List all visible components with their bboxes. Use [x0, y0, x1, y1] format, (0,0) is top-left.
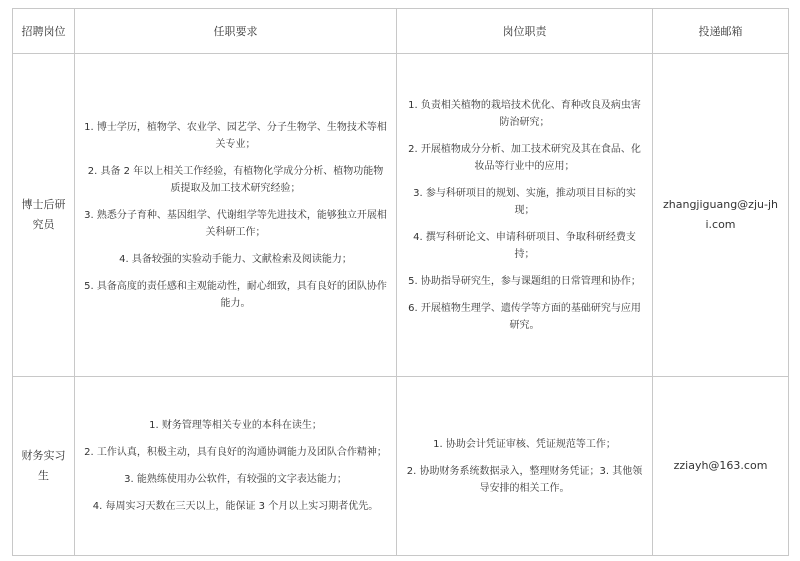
requirement-item: 1. 财务管理等相关专业的本科在读生；	[149, 420, 322, 431]
requirements-cell	[75, 54, 397, 377]
job-table	[12, 8, 789, 556]
duties-list	[405, 436, 644, 497]
header-duties: 岗位职责	[397, 9, 653, 54]
duties-cell	[397, 377, 653, 556]
duty-item: 6. 开展植物生理学、遗传学等方面的基础研究与应用研究。	[408, 302, 641, 331]
email-cell: zziayh@163.com	[653, 377, 789, 556]
requirements-list	[83, 417, 388, 515]
duty-item: 1. 负责相关植物的栽培技术优化、育种改良及病虫害防治研究；	[408, 99, 641, 128]
position-cell: 博士后研究员	[13, 54, 75, 377]
header-position: 招聘岗位	[13, 9, 75, 54]
duty-item: 2. 协助财务系统数据录入，整理财务凭证；3. 其他领导安排的相关工作。	[406, 465, 643, 494]
requirement-item: 3. 熟悉分子育种、基因组学、代谢组学等先进技术，能够独立开展相关科研工作；	[84, 209, 387, 238]
duties-list	[405, 97, 644, 334]
requirement-item: 4. 每周实习天数在三天以上，能保证 3 个月以上实习期者优先。	[92, 501, 379, 512]
duty-item: 3. 参与科研项目的规划、实施，推动项目目标的实现；	[413, 187, 636, 216]
duty-item: 4. 撰写科研论文、申请科研项目、争取科研经费支持；	[413, 231, 636, 260]
requirement-item: 4. 具备较强的实验动手能力、文献检索及阅读能力；	[119, 253, 352, 265]
header-row	[13, 9, 789, 54]
requirement-item: 5. 具备高度的责任感和主观能动性，耐心细致，具有良好的团队协作能力。	[84, 280, 387, 309]
table-row-intern	[13, 377, 789, 556]
email-cell: zhangjiguang@zju-jhi.com	[653, 54, 789, 377]
table-header	[13, 9, 789, 54]
duty-item: 2. 开展植物成分分析、加工技术研究及其在食品、化妆品等行业中的应用；	[408, 143, 641, 172]
duty-item: 5. 协助指导研究生，参与课题组的日常管理和协作；	[408, 275, 641, 287]
duties-cell	[397, 54, 653, 377]
header-requirements: 任职要求	[75, 9, 397, 54]
requirement-item: 1. 博士学历，植物学、农业学、园艺学、分子生物学、生物技术等相关专业；	[84, 121, 387, 150]
table-body	[13, 54, 789, 556]
requirement-item: 2. 具备 2 年以上相关工作经验，有植物化学成分分析、植物功能物质提取及加工技术研究经验；	[87, 165, 384, 194]
header-email: 投递邮箱	[653, 9, 789, 54]
requirements-cell	[75, 377, 397, 556]
requirement-item: 2. 工作认真，积极主动，具有良好的沟通协调能力及团队合作精神；	[84, 447, 387, 458]
position-cell: 财务实习生	[13, 377, 75, 556]
table-row-postdoc	[13, 54, 789, 377]
duty-item: 1. 协助会计凭证审核、凭证规范等工作；	[433, 438, 616, 450]
requirement-item: 3. 能熟练使用办公软件，有较强的文字表达能力；	[124, 474, 347, 485]
requirements-list	[83, 119, 388, 312]
